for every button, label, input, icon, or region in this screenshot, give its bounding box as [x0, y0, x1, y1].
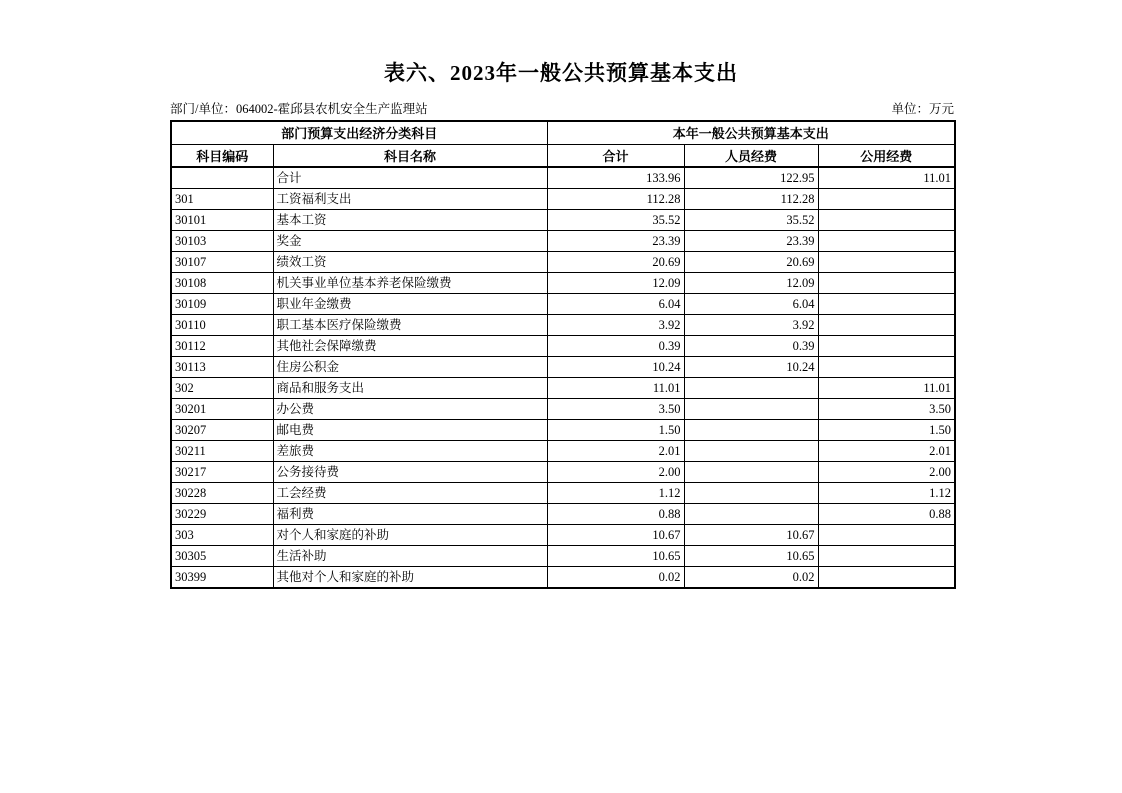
cell-subject-code: 30399 [171, 567, 273, 589]
cell-subject-code: 301 [171, 189, 273, 210]
cell-personnel-funds: 10.67 [684, 525, 818, 546]
cell-personnel-funds [684, 378, 818, 399]
cell-public-funds: 11.01 [818, 167, 955, 189]
table-row [171, 167, 955, 189]
cell-public-funds: 1.50 [818, 420, 955, 441]
cell-personnel-funds: 10.24 [684, 357, 818, 378]
cell-personnel-funds: 20.69 [684, 252, 818, 273]
cell-public-funds: 1.12 [818, 483, 955, 504]
cell-total: 20.69 [547, 252, 684, 273]
cell-public-funds [818, 189, 955, 210]
cell-personnel-funds: 12.09 [684, 273, 818, 294]
cell-subject-code: 30207 [171, 420, 273, 441]
header-current-year-basic-expenditure: 本年一般公共预算基本支出 [547, 121, 955, 144]
cell-subject-code [171, 167, 273, 189]
table-row [171, 546, 955, 567]
cell-total: 112.28 [547, 189, 684, 210]
table-row [171, 378, 955, 399]
cell-public-funds [818, 336, 955, 357]
cell-public-funds: 3.50 [818, 399, 955, 420]
cell-public-funds [818, 231, 955, 252]
cell-total: 10.67 [547, 525, 684, 546]
table-row [171, 273, 955, 294]
cell-subject-code: 30113 [171, 357, 273, 378]
cell-subject-name: 邮电费 [273, 420, 547, 441]
cell-personnel-funds: 23.39 [684, 231, 818, 252]
table-row [171, 231, 955, 252]
cell-public-funds [818, 546, 955, 567]
col-header-public-funds: 公用经费 [818, 144, 955, 167]
cell-personnel-funds: 35.52 [684, 210, 818, 231]
cell-subject-name: 其他对个人和家庭的补助 [273, 567, 547, 589]
cell-subject-code: 30228 [171, 483, 273, 504]
cell-subject-name: 办公费 [273, 399, 547, 420]
table-row [171, 210, 955, 231]
cell-subject-name: 福利费 [273, 504, 547, 525]
cell-subject-name: 奖金 [273, 231, 547, 252]
cell-total: 0.02 [547, 567, 684, 589]
cell-personnel-funds: 3.92 [684, 315, 818, 336]
table-row [171, 567, 955, 589]
cell-total: 133.96 [547, 167, 684, 189]
cell-total: 1.50 [547, 420, 684, 441]
cell-total: 0.88 [547, 504, 684, 525]
cell-personnel-funds: 10.65 [684, 546, 818, 567]
cell-total: 2.01 [547, 441, 684, 462]
cell-subject-name: 其他社会保障缴费 [273, 336, 547, 357]
cell-subject-name: 工资福利支出 [273, 189, 547, 210]
cell-subject-name: 工会经费 [273, 483, 547, 504]
cell-subject-name: 绩效工资 [273, 252, 547, 273]
cell-subject-code: 30107 [171, 252, 273, 273]
table-row [171, 252, 955, 273]
cell-total: 10.24 [547, 357, 684, 378]
column-header-row [171, 144, 955, 167]
cell-total: 2.00 [547, 462, 684, 483]
unit-label: 单位：万元 [891, 102, 954, 116]
table-row [171, 357, 955, 378]
cell-subject-code: 30211 [171, 441, 273, 462]
cell-total: 11.01 [547, 378, 684, 399]
table-row [171, 399, 955, 420]
table-body [171, 167, 955, 588]
cell-public-funds: 2.00 [818, 462, 955, 483]
cell-subject-name: 住房公积金 [273, 357, 547, 378]
cell-total: 23.39 [547, 231, 684, 252]
cell-subject-code: 30109 [171, 294, 273, 315]
cell-subject-name: 商品和服务支出 [273, 378, 547, 399]
col-header-subject-name: 科目名称 [273, 144, 547, 167]
cell-subject-code: 30101 [171, 210, 273, 231]
cell-personnel-funds [684, 441, 818, 462]
table-row [171, 504, 955, 525]
table-row [171, 483, 955, 504]
cell-total: 10.65 [547, 546, 684, 567]
table-row [171, 525, 955, 546]
cell-subject-name: 合计 [273, 167, 547, 189]
cell-personnel-funds: 0.39 [684, 336, 818, 357]
cell-public-funds: 11.01 [818, 378, 955, 399]
meta-row [170, 101, 954, 117]
page-title: 表六、2023年一般公共预算基本支出 [384, 61, 738, 85]
cell-subject-code: 30112 [171, 336, 273, 357]
cell-total: 3.92 [547, 315, 684, 336]
group-header-row [171, 121, 955, 144]
department-unit-label: 部门/单位：064002-霍邱县农机安全生产监理站 [170, 102, 428, 116]
cell-subject-code: 30110 [171, 315, 273, 336]
cell-personnel-funds: 6.04 [684, 294, 818, 315]
table-row [171, 294, 955, 315]
col-header-total: 合计 [547, 144, 684, 167]
cell-total: 3.50 [547, 399, 684, 420]
cell-personnel-funds: 0.02 [684, 567, 818, 589]
cell-subject-code: 30201 [171, 399, 273, 420]
cell-personnel-funds: 112.28 [684, 189, 818, 210]
cell-subject-code: 303 [171, 525, 273, 546]
cell-subject-name: 对个人和家庭的补助 [273, 525, 547, 546]
cell-subject-code: 30217 [171, 462, 273, 483]
table-row [171, 189, 955, 210]
cell-personnel-funds [684, 504, 818, 525]
table-row [171, 462, 955, 483]
cell-personnel-funds: 122.95 [684, 167, 818, 189]
cell-subject-code: 302 [171, 378, 273, 399]
cell-public-funds: 0.88 [818, 504, 955, 525]
cell-subject-name: 职工基本医疗保险缴费 [273, 315, 547, 336]
cell-public-funds: 2.01 [818, 441, 955, 462]
cell-public-funds [818, 357, 955, 378]
cell-public-funds [818, 294, 955, 315]
table-row [171, 315, 955, 336]
cell-subject-name: 职业年金缴费 [273, 294, 547, 315]
cell-personnel-funds [684, 462, 818, 483]
table-row [171, 441, 955, 462]
cell-subject-code: 30229 [171, 504, 273, 525]
budget-table [170, 120, 956, 589]
cell-public-funds [818, 273, 955, 294]
table-row [171, 336, 955, 357]
cell-subject-code: 30103 [171, 231, 273, 252]
table-row [171, 420, 955, 441]
cell-public-funds [818, 315, 955, 336]
cell-personnel-funds [684, 483, 818, 504]
cell-public-funds [818, 525, 955, 546]
cell-subject-name: 差旅费 [273, 441, 547, 462]
col-header-personnel-funds: 人员经费 [684, 144, 818, 167]
cell-total: 1.12 [547, 483, 684, 504]
cell-subject-code: 30108 [171, 273, 273, 294]
cell-subject-name: 基本工资 [273, 210, 547, 231]
cell-subject-name: 公务接待费 [273, 462, 547, 483]
cell-public-funds [818, 210, 955, 231]
col-header-subject-code: 科目编码 [171, 144, 273, 167]
cell-personnel-funds [684, 420, 818, 441]
table-header [171, 121, 955, 167]
cell-public-funds [818, 252, 955, 273]
cell-public-funds [818, 567, 955, 589]
header-economic-classification: 部门预算支出经济分类科目 [171, 121, 547, 144]
table-section [170, 101, 954, 589]
cell-subject-name: 机关事业单位基本养老保险缴费 [273, 273, 547, 294]
cell-subject-name: 生活补助 [273, 546, 547, 567]
cell-total: 0.39 [547, 336, 684, 357]
cell-total: 35.52 [547, 210, 684, 231]
cell-total: 12.09 [547, 273, 684, 294]
cell-total: 6.04 [547, 294, 684, 315]
cell-subject-code: 30305 [171, 546, 273, 567]
cell-personnel-funds [684, 399, 818, 420]
